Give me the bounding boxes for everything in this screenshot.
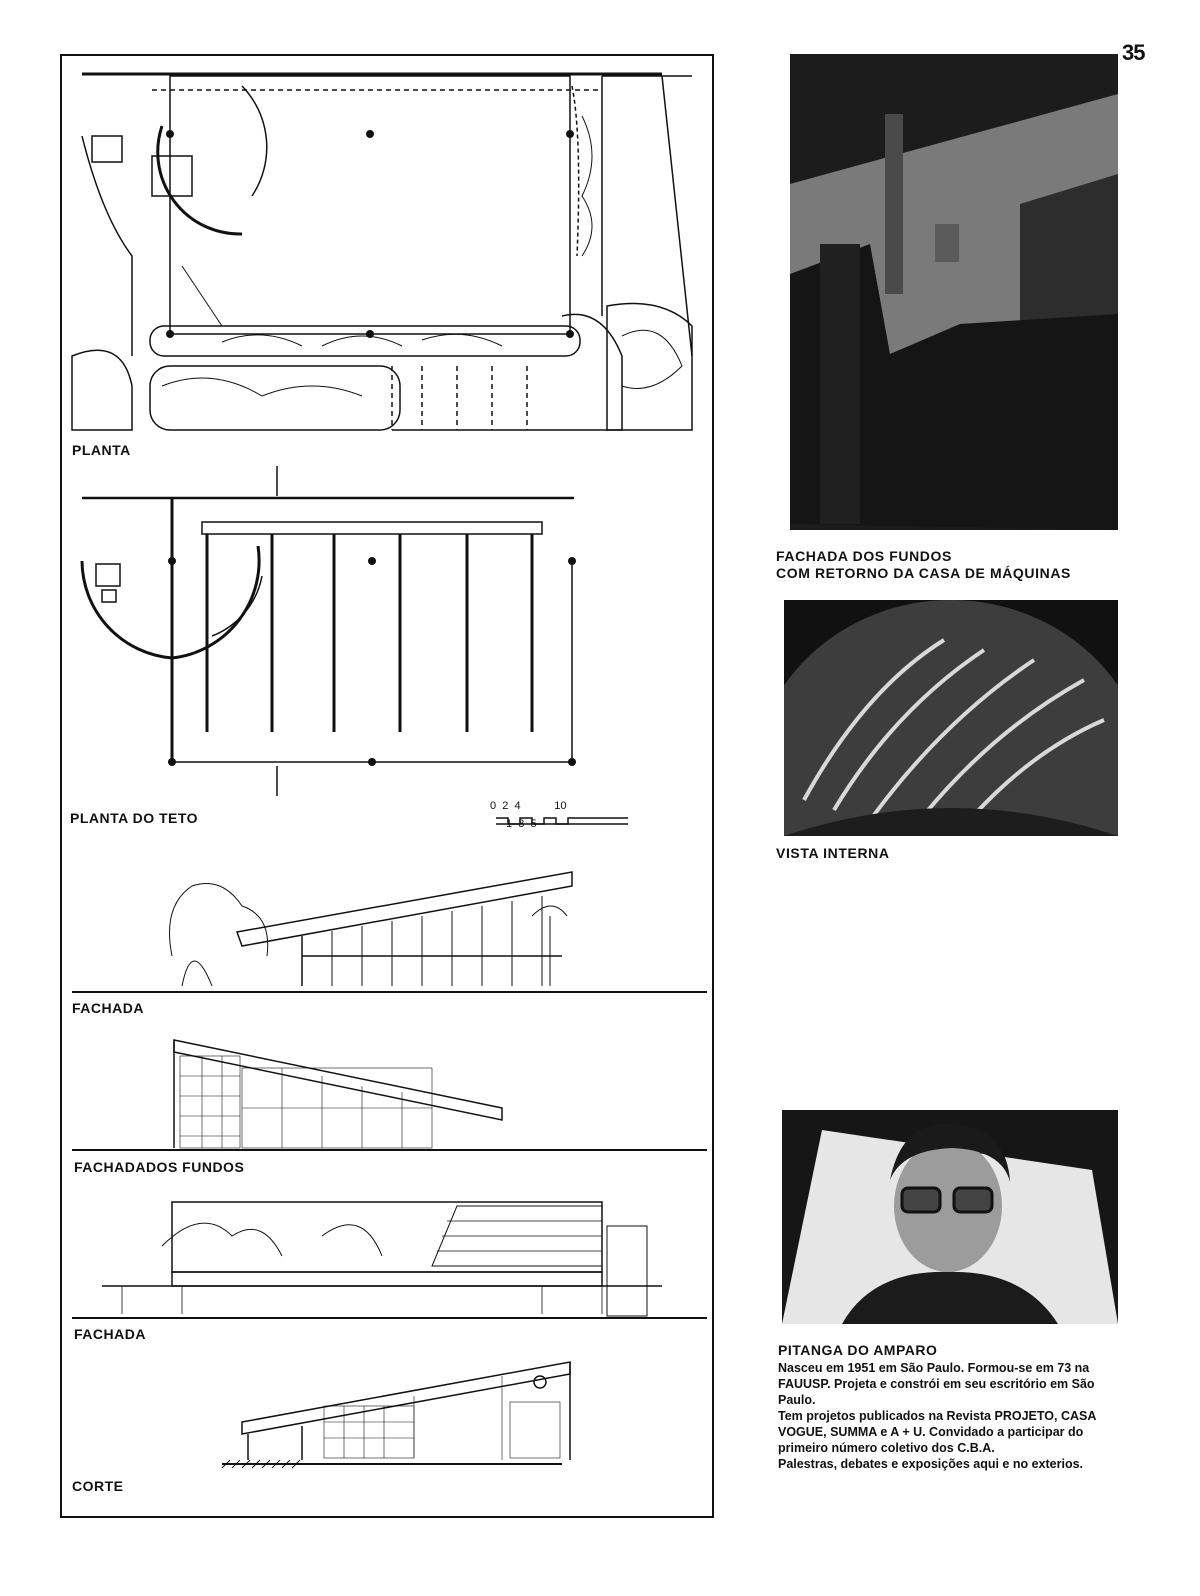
architect-bio bbox=[778, 1342, 1116, 1472]
scale-labels bbox=[490, 800, 566, 830]
bio-paragraph-2: Tem projetos publicados na Revista PROJETO, CASA VOGUE, SUMMA e A + U. Convidado a participar do primeiro número coletivo dos C.B.A. bbox=[778, 1409, 1096, 1455]
label-corte: CORTE bbox=[72, 1478, 124, 1494]
caption-rear-facade-line-1: FACHADA DOS FUNDOS bbox=[776, 548, 952, 564]
photo-architect-portrait bbox=[782, 1110, 1118, 1324]
label-fachada-fundos: FACHADADOS FUNDOS bbox=[74, 1159, 245, 1175]
label-fachada-2: FACHADA bbox=[74, 1326, 146, 1342]
scale-top-numbers: 0 2 4 10 bbox=[490, 800, 567, 812]
side-elevation bbox=[72, 1202, 707, 1318]
page-number: 35 bbox=[1122, 40, 1145, 65]
caption-rear-facade bbox=[776, 548, 1071, 582]
bio-paragraph-3: Palestras, debates e exposições aqui e no exterios. bbox=[778, 1457, 1083, 1471]
rear-facade-photo-art bbox=[790, 54, 1118, 530]
portrait-photo-art bbox=[782, 1110, 1118, 1324]
drawings-frame bbox=[60, 54, 714, 1518]
label-fachada-1: FACHADA bbox=[72, 1000, 144, 1016]
bio-paragraph-1: Nasceu em 1951 em São Paulo. Formou-se em 73 na FAUUSP. Projeta e constrói em seu escritório em São Paulo. bbox=[778, 1361, 1095, 1407]
caption-interior-view: VISTA INTERNA bbox=[776, 845, 890, 861]
interior-photo-art bbox=[784, 600, 1118, 836]
scale-bottom-numbers: 1 3 5 bbox=[506, 818, 537, 830]
floor-plan bbox=[72, 74, 692, 430]
label-planta-teto: PLANTA DO TETO bbox=[70, 810, 199, 826]
section bbox=[222, 1362, 570, 1468]
front-elevation bbox=[72, 872, 707, 992]
label-planta: PLANTA bbox=[72, 442, 131, 458]
photo-rear-facade bbox=[790, 54, 1118, 530]
photo-interior-view bbox=[784, 600, 1118, 836]
architect-name: PITANGA DO AMPARO bbox=[778, 1342, 938, 1358]
rear-elevation bbox=[72, 1040, 707, 1150]
ceiling-plan bbox=[82, 466, 574, 796]
architectural-drawings bbox=[62, 56, 712, 1516]
caption-rear-facade-line-2: COM RETORNO DA CASA DE MÁQUINAS bbox=[776, 565, 1071, 581]
